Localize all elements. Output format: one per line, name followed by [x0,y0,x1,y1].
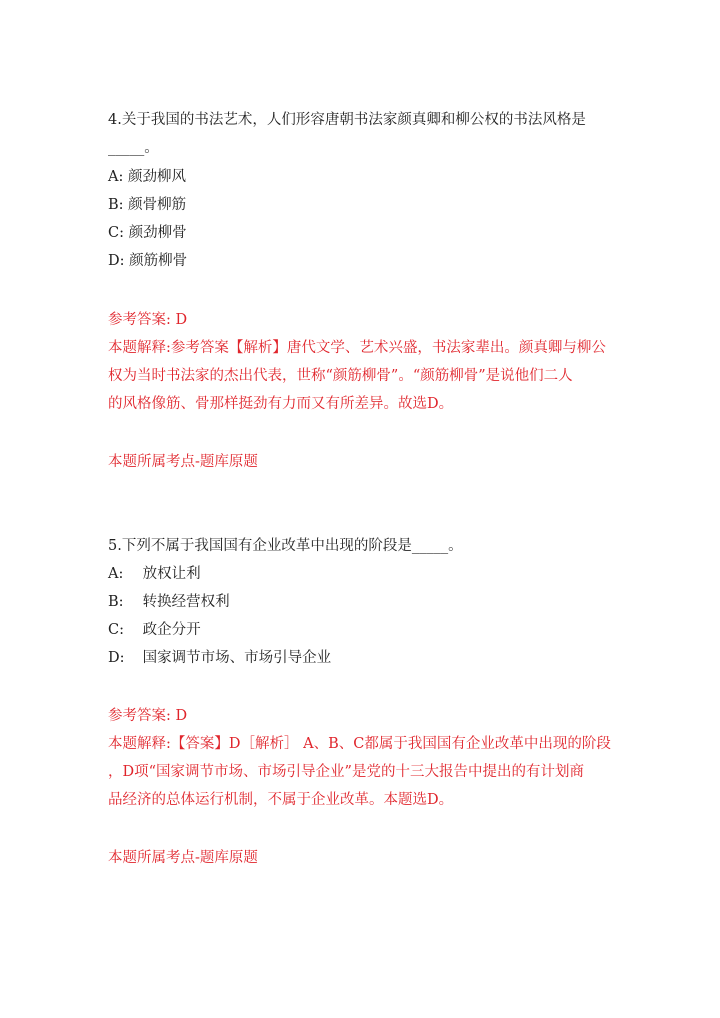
question-5-source: 本题所属考点-题库原题 [108,850,258,866]
option-text: 国家调节市场、市场引导企业 [142,650,332,666]
question-4-option-d [108,251,187,271]
question-4-explanation-line2: 权为当时书法家的杰出代表，世称“颜筋柳骨”。“颜筋柳骨”是说他们二人 [108,368,573,384]
question-5-answer: 参考答案: D [108,708,188,724]
question-4-source: 本题所属考点-题库原题 [108,454,258,470]
option-label: D: [108,650,125,666]
question-4-explanation-line3: 的风格像筋、骨那样挺劲有力而又有所差异。故选D。 [108,396,454,412]
question-5-explanation-line3: 品经济的总体运行机制，不属于企业改革。本题选D。 [108,792,454,808]
question-5-option-c [108,620,201,640]
question-5-stem: 5.下列不属于我国国有企业改革中出现的阶段是_____。 [108,538,463,554]
option-text: 政企分开 [142,622,201,638]
question-4-stem-line2: _____。 [108,140,159,156]
option-label: A: [108,566,124,582]
question-4-option-c [108,223,187,243]
option-text: 转换经营权利 [142,594,230,610]
option-label: D: [108,253,125,269]
option-label: C: [108,225,124,241]
option-text: 颜骨柳筋 [128,197,187,213]
question-4-explanation-line1: 本题解释:参考答案【解析】唐代文学、艺术兴盛，书法家辈出。颜真卿与柳公 [108,340,606,356]
option-label: C: [108,622,124,638]
question-4-option-a [108,167,186,187]
question-5-explanation-line2: ，D项“国家调节市场、市场引导企业”是党的十三大报告中提出的有计划商 [108,764,584,780]
question-5-option-b [108,592,230,612]
option-text: 放权让利 [142,566,201,582]
question-4-stem-line1: 4.关于我国的书法艺术，人们形容唐朝书法家颜真卿和柳公权的书法风格是 [108,112,586,128]
question-4-answer: 参考答案: D [108,312,188,328]
option-text: 颜劲柳风 [127,169,186,185]
question-5-option-a [108,564,201,584]
option-label: B: [108,594,124,610]
option-label: A: [108,169,124,185]
option-label: B: [108,197,124,213]
question-5-option-d [108,648,331,668]
option-text: 颜劲柳骨 [128,225,187,241]
option-text: 颜筋柳骨 [129,253,188,269]
question-5-explanation-line1: 本题解释:【答案】D［解析］ A、B、C都属于我国国有企业改革中出现的阶段 [108,736,611,752]
question-4-option-b [108,195,186,215]
